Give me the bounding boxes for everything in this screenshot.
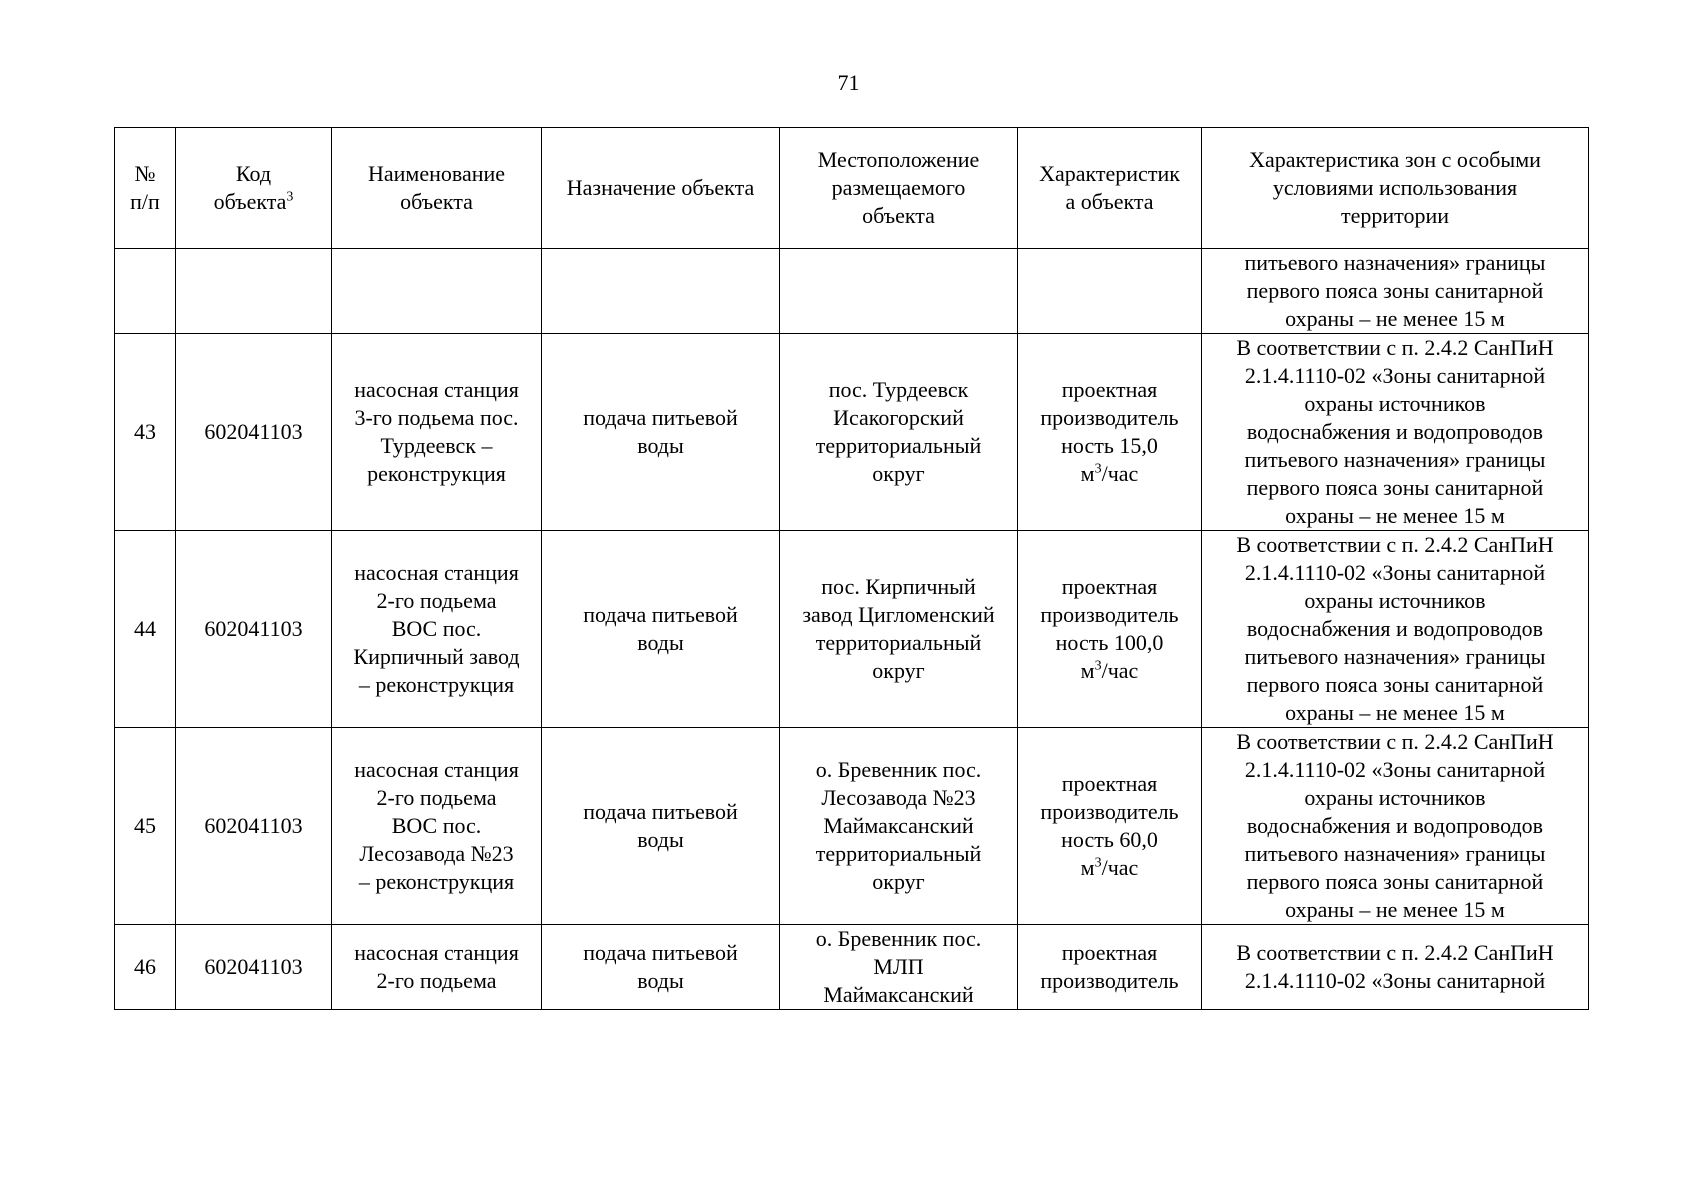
cell-zones: питьевого назначения» границы первого пояса зоны санитарной охраны – не менее 15 м: [1202, 249, 1589, 334]
table-row: [115, 925, 1589, 1010]
header-name: Наименование объекта: [332, 128, 542, 249]
cell-code: 602041103: [176, 531, 332, 728]
cell-characteristic: проектная производитель ность 60,0 $м^3$/час: [1018, 728, 1202, 925]
page-number: 71: [837, 70, 860, 95]
cell-name: насосная станция 2-го подьема ВОС пос. Кирпичный завод – реконструкция: [332, 531, 542, 728]
header-zones: Характеристика зон с особыми условиями использования территории: [1202, 128, 1589, 249]
cell-num: 44: [115, 531, 176, 728]
cell-num: 45: [115, 728, 176, 925]
cell-num: 43: [115, 334, 176, 531]
footnote-mark: 3: [286, 189, 294, 205]
cell-num: 46: [115, 925, 176, 1010]
cell-zones: В соответствии с п. 2.4.2 СанПиН 2.1.4.1110-02 «Зоны санитарной охраны источников водоснабжения и водопроводов питьевого назначения» границы первого пояса зоны санитарной охраны – не менее 15 м: [1202, 728, 1589, 925]
header-characteristic: Характеристик а объекта: [1018, 128, 1202, 249]
header-num: № п/п: [115, 128, 176, 249]
table-header-row: [115, 128, 1589, 249]
cell-zones: В соответствии с п. 2.4.2 СанПиН 2.1.4.1110-02 «Зоны санитарной охраны источников водоснабжения и водопроводов питьевого назначения» границы первого пояса зоны санитарной охраны – не менее 15 м: [1202, 334, 1589, 531]
cell-characteristic: проектная производитель ность 15,0 $м^3$/час: [1018, 334, 1202, 531]
table-row-continuation: [115, 249, 1589, 334]
cell-location: о. Бревенник пос. МЛП Маймаксанский: [780, 925, 1018, 1010]
table-row: [115, 728, 1589, 925]
cell-code: 602041103: [176, 334, 332, 531]
table-row: [115, 334, 1589, 531]
cell-name: насосная станция 3-го подьема пос. Турдеевск – реконструкция: [332, 334, 542, 531]
header-purpose: Назначение объекта: [542, 128, 780, 249]
objects-table: [114, 127, 1589, 1010]
cell-code: 602041103: [176, 728, 332, 925]
cell-location: пос. Турдеевск Исакогорский территориальный округ: [780, 334, 1018, 531]
cell-zones: В соответствии с п. 2.4.2 СанПиН 2.1.4.1110-02 «Зоны санитарной: [1202, 925, 1589, 1010]
cell-purpose: подача питьевой воды: [542, 531, 780, 728]
cell-zones: В соответствии с п. 2.4.2 СанПиН 2.1.4.1110-02 «Зоны санитарной охраны источников водоснабжения и водопроводов питьевого назначения» границы первого пояса зоны санитарной охраны – не менее 15 м: [1202, 531, 1589, 728]
table-row: [115, 531, 1589, 728]
cell-name: насосная станция 2-го подьема: [332, 925, 542, 1010]
cell-code: 602041103: [176, 925, 332, 1010]
cell-purpose: подача питьевой воды: [542, 925, 780, 1010]
cell-location: о. Бревенник пос. Лесозавода №23 Маймаксанский территориальный округ: [780, 728, 1018, 925]
cell-name: насосная станция 2-го подьема ВОС пос. Лесозавода №23 – реконструкция: [332, 728, 542, 925]
header-code: Код объекта$^3$: [176, 128, 332, 249]
cell-characteristic: проектная производитель: [1018, 925, 1202, 1010]
cell-location: пос. Кирпичный завод Цигломенский территориальный округ: [780, 531, 1018, 728]
cell-purpose: подача питьевой воды: [542, 334, 780, 531]
cell-characteristic: проектная производитель ность 100,0 $м^3$/час: [1018, 531, 1202, 728]
cell-purpose: подача питьевой воды: [542, 728, 780, 925]
header-location: Местоположение размещаемого объекта: [780, 128, 1018, 249]
